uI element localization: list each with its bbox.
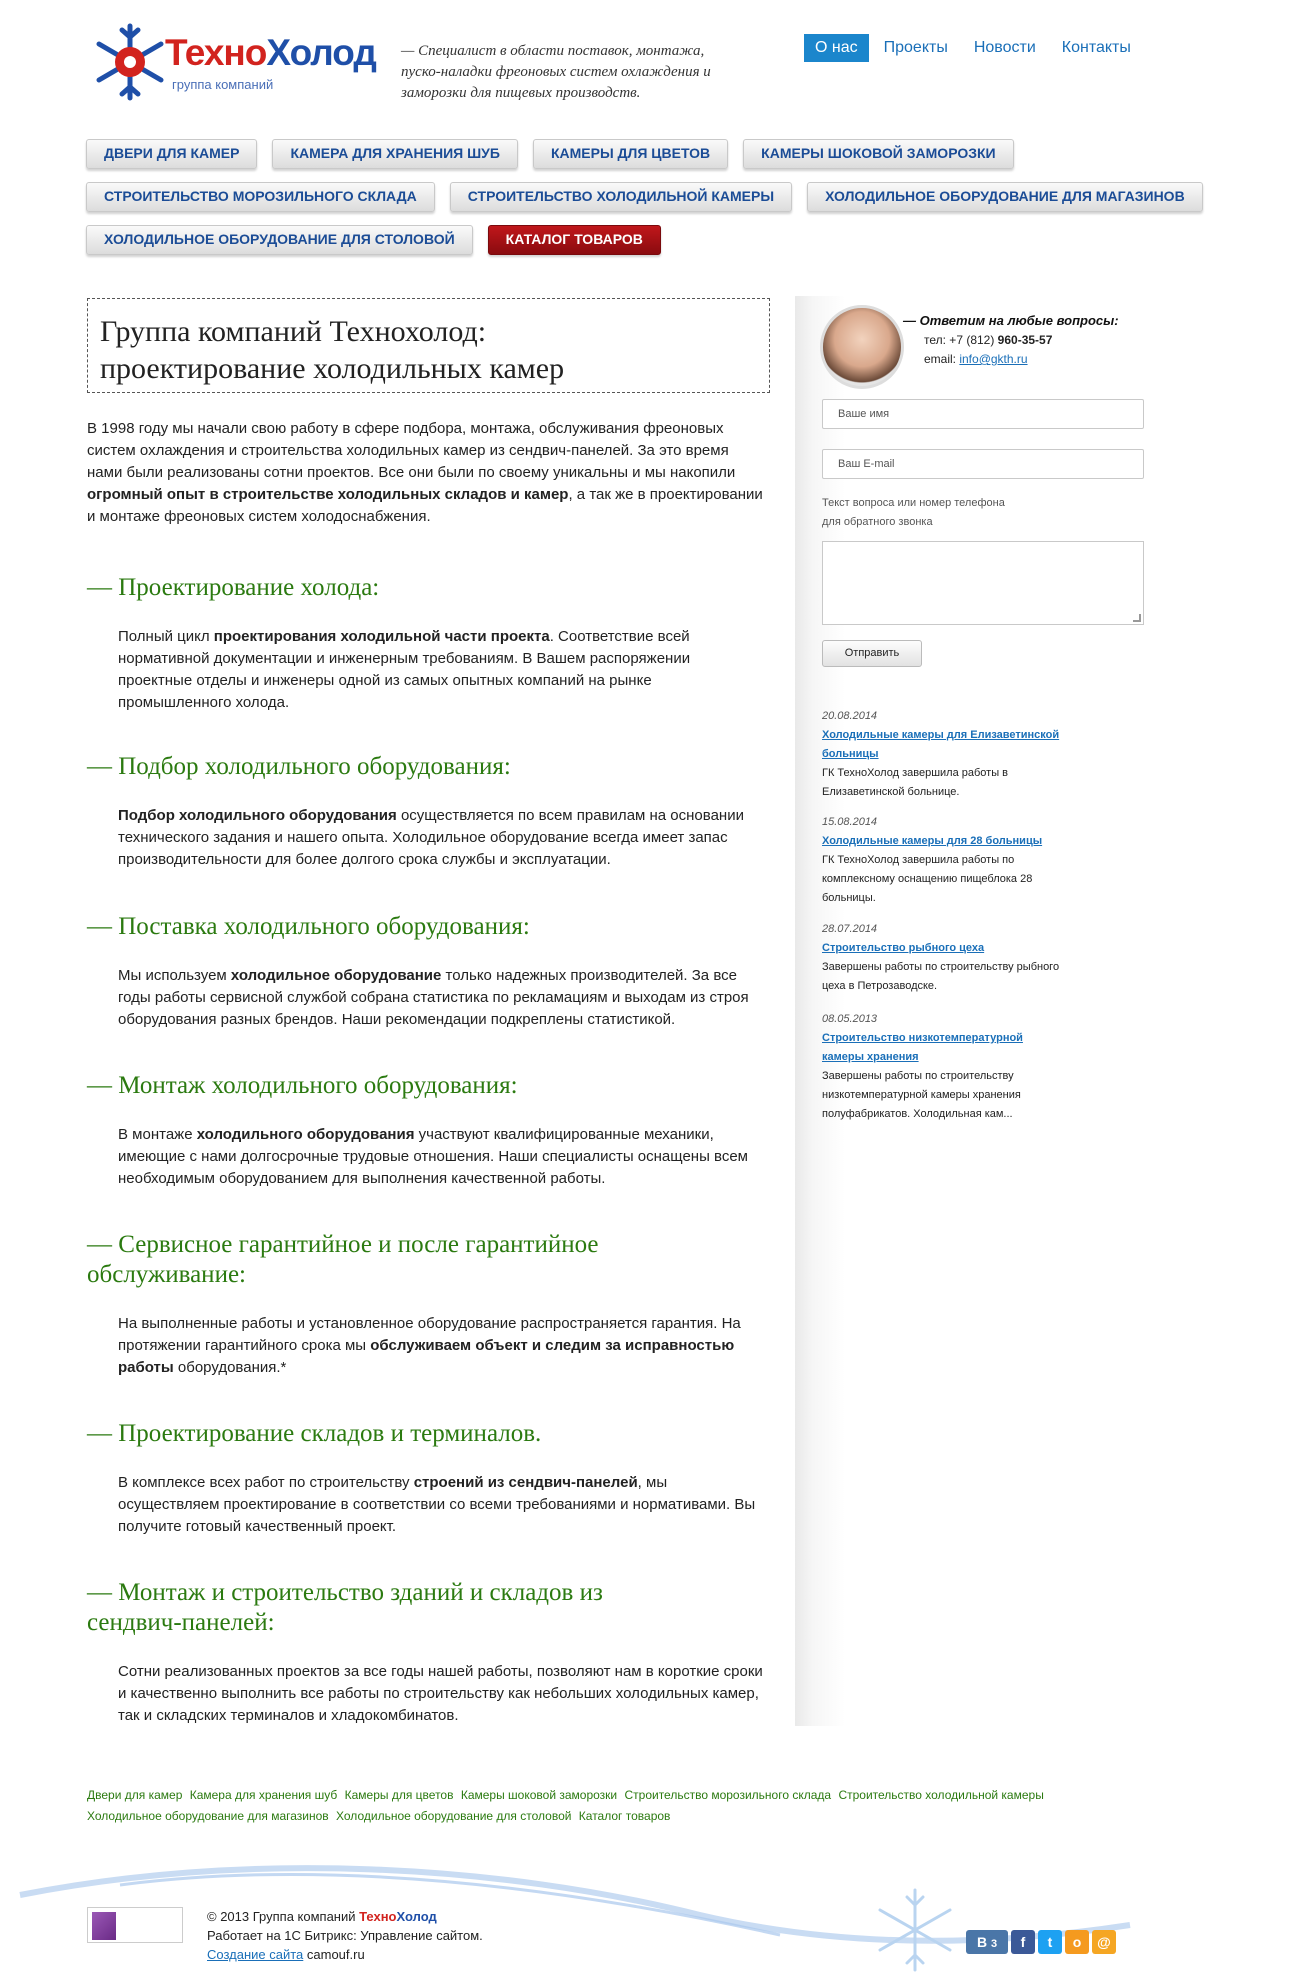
category-button[interactable]: КАМЕРЫ ШОКОВОЙ ЗАМОРОЗКИ: [743, 139, 1013, 169]
footer-link[interactable]: Каталог товаров: [578, 1809, 671, 1823]
category-row-3: [86, 225, 661, 255]
news-title-link[interactable]: Холодильные камеры для 28 больницы: [822, 835, 1043, 847]
footer-link[interactable]: Строительство холодильной камеры: [838, 1788, 1044, 1802]
category-button[interactable]: ДВЕРИ ДЛЯ КАМЕР: [86, 139, 257, 169]
section-text: В монтаже холодильного оборудования участвуют квалифицированные механики, имеющие с нами долгосрочные трудовые отношения. Наши специалисты оснащены всем необходимым оборудованием для выполнения качественной работы.: [118, 1126, 748, 1187]
nav-projects[interactable]: Проекты: [883, 39, 948, 56]
section-installation: [87, 1071, 777, 1190]
category-button[interactable]: ХОЛОДИЛЬНОЕ ОБОРУДОВАНИЕ ДЛЯ МАГАЗИНОВ: [807, 182, 1203, 212]
category-row-1: [86, 139, 1014, 169]
bitrix-badge[interactable]: [87, 1907, 183, 1943]
snowflake-icon: [870, 1885, 960, 1974]
footer-wave: [0, 1855, 1300, 1974]
news-title-link[interactable]: Строительство низкотемпературной камеры хранения: [822, 1032, 1023, 1063]
phone: тел: +7 (812) 960-35-57: [924, 333, 1053, 347]
section-service: [87, 1230, 741, 1379]
logo[interactable]: [90, 22, 375, 102]
section-heading: — Проектирование складов и терминалов.: [87, 1420, 542, 1447]
section-selection: [87, 752, 777, 871]
section-construction: [87, 1578, 763, 1727]
category-button[interactable]: СТРОИТЕЛЬСТВО ХОЛОДИЛЬНОЙ КАМЕРЫ: [450, 182, 792, 212]
news-date: 20.08.2014: [822, 710, 878, 722]
send-button[interactable]: Отправить: [822, 640, 922, 667]
category-button[interactable]: КАМЕРА ДЛЯ ХРАНЕНИЯ ШУБ: [272, 139, 517, 169]
bitrix-logo-icon: [92, 1912, 116, 1940]
news-item: [822, 813, 1067, 908]
news-title-link[interactable]: Строительство рыбного цеха: [822, 942, 985, 954]
odnoklassniki-icon[interactable]: о: [1065, 1930, 1089, 1954]
intro-paragraph: В 1998 году мы начали свою работу в сфере подбора, монтажа, обслуживания фреоновых систем охлаждения и строительства холодильных камер из сендвич-панелей. За это время нами были реализованы сотни проектов. Все они были по своему уникальны и мы накопили огромный опыт в строительстве холодильных складов и камер, а так же в проектировании и монтаже фреоновых систем холодоснабжения.: [87, 420, 763, 525]
section-text: Сотни реализованных проектов за все годы нашей работы, позволяют нам в короткие сроки и качественно выполнить все работы по строительству как небольших холодильных камер, так и складских терминалов и хладокомбинатов.: [118, 1663, 763, 1724]
footer-link[interactable]: Холодильное оборудование для магазинов: [87, 1809, 329, 1823]
category-button[interactable]: КАМЕРЫ ДЛЯ ЦВЕТОВ: [533, 139, 728, 169]
social-icons: [966, 1930, 1116, 1954]
nav-news[interactable]: Новости: [973, 39, 1036, 56]
news-title-link[interactable]: Холодильные камеры для Елизаветинской больницы: [822, 729, 1060, 760]
ask-title: — Ответим на любые вопросы:: [903, 313, 1119, 328]
page-title-box: [87, 298, 770, 393]
page-title: Группа компаний Технохолод: проектирование холодильных камер: [100, 315, 565, 385]
section-heading: — Проектирование холода:: [87, 574, 380, 601]
category-button[interactable]: СТРОИТЕЛЬСТВО МОРОЗИЛЬНОГО СКЛАДА: [86, 182, 435, 212]
facebook-icon[interactable]: f: [1011, 1930, 1035, 1954]
section-design: [87, 573, 777, 714]
email-link[interactable]: info@gkth.ru: [959, 352, 1028, 366]
section-heading: — Монтаж и строительство зданий и складов из сендвич-панелей:: [87, 1579, 603, 1636]
footer-link[interactable]: Строительство морозильного склада: [624, 1788, 832, 1802]
section-text: Подбор холодильного оборудования осуществляется по всем правилам на основании технического задания и нашего опыта. Холодильное оборудование всегда имеет запас производительности для более долгого срока службы и эксплуатации.: [118, 807, 744, 868]
section-text: Мы используем холодильное оборудование только надежных производителей. За все годы работы сервисной службой собрана статистика по рекламациям и выходам из строя оборудования разных брендов. Наши рекомендации подкреплены статистикой.: [118, 967, 749, 1028]
nav-about[interactable]: О нас: [804, 34, 869, 62]
news-item: [822, 920, 1067, 996]
name-input[interactable]: Ваше имя: [822, 399, 1144, 429]
footer-link[interactable]: Камера для хранения шуб: [189, 1788, 338, 1802]
news-item: [822, 707, 1067, 802]
section-text: В комплексе всех работ по строительству строений из сендвич-панелей, мы осуществляем проектирование в соответствии со всеми требованиями и нормативами. Вы получите готовый качественный проект.: [118, 1474, 756, 1535]
news-text: Завершены работы по строительству рыбного цеха в Петрозаводске.: [822, 961, 1060, 992]
footer-link[interactable]: Двери для камер: [87, 1788, 183, 1802]
news-date: 15.08.2014: [822, 816, 878, 828]
top-nav: [804, 34, 1142, 62]
site-creation-link[interactable]: Создание сайта: [207, 1947, 304, 1962]
twitter-icon[interactable]: t: [1038, 1930, 1062, 1954]
section-text: Полный цикл проектирования холодильной части проекта. Соответствие всей нормативной документации и инженерным требованиям. В Вашем распоряжении проектные отделы и инженеры одной из самых опытных компаний на рынке промышленного холода.: [118, 628, 691, 711]
copyright: © 2013 Группа компаний ТехноХолод Работает на 1С Битрикс: Управление сайтом. Создание сайта camouf.ru: [207, 1909, 483, 1962]
news-text: ГК ТехноХолод завершила работы по комплексному оснащению пищеблока 28 больницы.: [822, 854, 1033, 904]
nav-contacts[interactable]: Контакты: [1061, 39, 1131, 56]
logo-subtitle: группа компаний: [172, 77, 274, 92]
news-date: 08.05.2013: [822, 1013, 878, 1025]
section-heading: — Подбор холодильного оборудования:: [87, 753, 511, 780]
catalog-button[interactable]: КАТАЛОГ ТОВАРОВ: [488, 225, 661, 255]
resize-grip-icon: [1133, 614, 1141, 622]
category-row-2: [86, 182, 1203, 212]
footer-link[interactable]: Холодильное оборудование для столовой: [336, 1809, 572, 1823]
question-textarea[interactable]: [822, 541, 1144, 625]
logo-wordmark: ТехноХолод: [165, 32, 376, 73]
section-heading: — Поставка холодильного оборудования:: [87, 913, 530, 940]
footer-links: [87, 1785, 1087, 1827]
news-text: Завершены работы по строительству низкотемпературной камеры хранения полуфабрикатов. Холодильная кам...: [822, 1070, 1021, 1120]
section-heading: — Сервисное гарантийное и после гарантийное обслуживание:: [87, 1231, 599, 1288]
mail-ru-icon[interactable]: @: [1092, 1930, 1116, 1954]
section-supply: [87, 912, 777, 1031]
tagline: — Специалист в области поставок, монтажа, пуско-наладки фреоновых систем охлаждения и заморозки для пищевых производств.: [401, 43, 711, 101]
question-hint: Текст вопроса или номер телефона для обратного звонка: [822, 497, 1005, 528]
news-item: [822, 1010, 1067, 1124]
snowflake-gear-icon: [90, 22, 170, 102]
footer-link[interactable]: Камеры для цветов: [344, 1788, 454, 1802]
footer-link[interactable]: Камеры шоковой заморозки: [460, 1788, 618, 1802]
section-warehouse-design: [87, 1419, 777, 1538]
email-input[interactable]: Ваш E-mail: [822, 449, 1144, 479]
news-date: 28.07.2014: [822, 923, 878, 935]
section-text: На выполненные работы и установленное оборудование распространяется гарантия. На протяжении гарантийного срока мы обслуживаем объект и следим за исправностью работы оборудования.*: [118, 1315, 741, 1376]
category-button[interactable]: ХОЛОДИЛЬНОЕ ОБОРУДОВАНИЕ ДЛЯ СТОЛОВОЙ: [86, 225, 473, 255]
email: email: info@gkth.ru: [924, 352, 1028, 366]
section-heading: — Монтаж холодильного оборудования:: [87, 1072, 518, 1099]
avatar: [820, 305, 904, 389]
vk-icon[interactable]: В 3: [966, 1930, 1008, 1954]
news-text: ГК ТехноХолод завершила работы в Елизаветинской больнице.: [822, 767, 1009, 798]
